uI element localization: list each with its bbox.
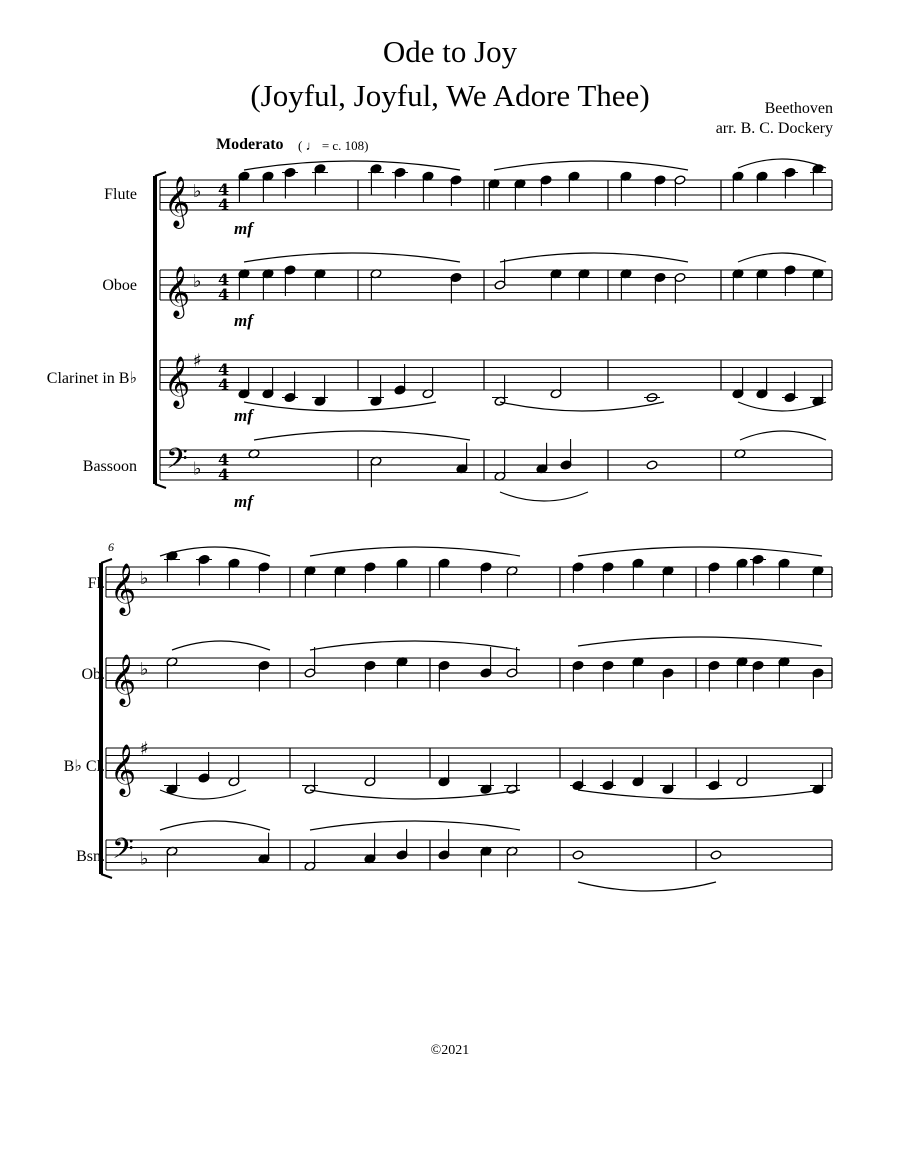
treble-clef: 𝄞 xyxy=(110,654,137,705)
slur xyxy=(254,431,470,440)
slur xyxy=(738,253,826,262)
sharp-sign: ♯ xyxy=(140,738,149,760)
time-signature-top: 4 xyxy=(218,270,230,289)
dynamic-oboe: mf xyxy=(234,311,253,330)
instrument-name-clarinet: Clarinet in B♭ xyxy=(46,370,137,387)
slur xyxy=(738,159,826,168)
arranger: arr. B. C. Dockery xyxy=(715,120,833,137)
time-signature-bottom: 4 xyxy=(218,375,230,394)
dynamic-bassoon: mf xyxy=(234,492,253,511)
slur xyxy=(310,641,520,650)
slur xyxy=(310,821,520,830)
title-main: Ode to Joy xyxy=(382,34,518,69)
flat-sign: ♭ xyxy=(193,271,202,292)
slur xyxy=(578,790,822,799)
copyright: ©2021 xyxy=(430,1043,470,1058)
slur xyxy=(500,402,664,411)
flat-sign: ♭ xyxy=(140,568,149,589)
slur xyxy=(160,821,270,830)
time-signature-top: 4 xyxy=(218,180,230,199)
flat-sign: ♭ xyxy=(140,848,149,870)
treble-clef: 𝄞 xyxy=(110,744,137,795)
instrument-name-flute: Flute xyxy=(104,186,137,203)
slur xyxy=(740,431,826,440)
treble-clef: 𝄞 xyxy=(164,266,191,317)
slur xyxy=(244,402,436,411)
bracket-bottom xyxy=(155,484,166,488)
time-signature-bottom: 4 xyxy=(218,195,230,214)
instrument-abbr-clarinet: B♭ Cl. xyxy=(63,758,105,775)
slur xyxy=(244,253,460,262)
flat-sign: ♭ xyxy=(193,181,202,202)
instrument-abbr-flute: Fl. xyxy=(87,575,105,592)
slur xyxy=(578,637,822,646)
dynamic-flute: mf xyxy=(234,219,253,238)
tempo-marking: ( ♩ = c. 108) xyxy=(298,138,369,153)
instrument-abbr-oboe: Ob. xyxy=(81,666,105,683)
time-signature-top: 4 xyxy=(218,360,230,379)
title-subtitle: (Joyful, Joyful, We Adore Thee) xyxy=(250,78,650,113)
slur xyxy=(494,161,688,170)
bass-clef: 𝄢 xyxy=(166,442,188,483)
instrument-name-bassoon: Bassoon xyxy=(82,458,137,475)
notehead xyxy=(710,850,722,860)
bracket-bottom xyxy=(101,874,112,878)
slur xyxy=(500,253,688,262)
dynamic-clarinet: mf xyxy=(234,406,253,425)
notehead xyxy=(572,850,584,860)
treble-clef: 𝄞 xyxy=(110,563,137,614)
instrument-name-oboe: Oboe xyxy=(102,277,137,294)
flat-sign: ♭ xyxy=(193,458,202,480)
notehead xyxy=(646,460,658,470)
tempo-text: Moderato xyxy=(216,136,284,153)
slur xyxy=(578,547,822,556)
slur xyxy=(310,547,520,556)
treble-clef: 𝄞 xyxy=(164,356,191,407)
flat-sign: ♭ xyxy=(140,659,149,680)
bass-clef: 𝄢 xyxy=(112,832,134,873)
slur xyxy=(578,882,716,891)
measure-number: 6 xyxy=(108,540,114,554)
composer: Beethoven xyxy=(764,100,833,117)
slur xyxy=(244,161,460,170)
time-signature-top: 4 xyxy=(218,450,230,469)
time-signature-bottom: 4 xyxy=(218,285,230,304)
time-signature-bottom: 4 xyxy=(218,465,230,484)
slur xyxy=(172,641,270,650)
instrument-abbr-bassoon: Bsn. xyxy=(76,848,105,865)
treble-clef: 𝄞 xyxy=(164,176,191,227)
sharp-sign: ♯ xyxy=(193,350,202,372)
slur xyxy=(500,492,588,501)
